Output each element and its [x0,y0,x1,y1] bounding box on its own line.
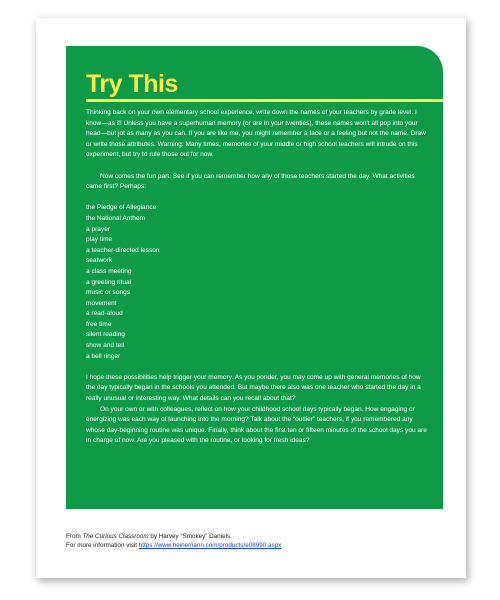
closing-paragraph: On your own or with colleagues, reflect on how your childhood school days typically began. How engaging or energizing was each way of launching into the morning? Talk about the “outlier” teachers, if you remembered any whose day-beginning routine was unique. Finally, think about the first ten or fifteen minutes of the school days you are in charge of now. Are you pleased with the routine, or looking for fresh ideas? [86,405,427,445]
list-item: a prayer [86,225,111,233]
more-info-line [66,541,446,550]
list-item: a class meeting [86,267,132,275]
list-item: a greeting ritual [86,278,132,286]
source-footer [66,532,446,550]
intro-paragraph: Thinking back on your own elementary school experience, write down the names of your teachers by grade level. I know—as if! Unless you have a superhuman memory (or are in your twenties), these names won't all pop into your head—but jot as many as you can. If you are like me, you might remember a face or a feeling but not the name. Draw or write those attributes. Warning: Many times, memories of your middle or high school teachers will intrude on this experiment, but try to rule those out for now. [86,109,426,159]
list-item: free time [86,320,112,328]
list-item: movement [86,299,117,307]
citation-line [66,532,446,541]
list-item: silent reading [86,331,125,339]
more-info-prefix: For more information visit [66,542,139,549]
panel-body [86,108,428,458]
list-item: the Pledge of Allegiance [86,204,157,212]
list-item: play time [86,236,113,244]
reflection-paragraph: I hope these possibilities help trigger your memory. As you ponder, you may come up with general memories of how the day typically began in the schools you attended. But maybe there also was one teacher who started the day in a really unusual or interesting way. What details can you recall about that? [86,373,421,403]
list-item: a teacher-directed lesson [86,246,160,254]
list-item: music or songs [86,289,131,297]
product-link[interactable]: https://www.heinemann.com/products/e08990.aspx [138,542,282,549]
book-title: The Curious Classroom [82,533,149,540]
from-prefix: From [66,533,83,540]
author-credit: by Harvey “Smokey” Daniels. [148,533,232,540]
list-item: seatwork [86,257,113,265]
list-item: a read-aloud [86,310,123,318]
prompt-paragraph: Now comes the fun part. See if you can remember how any of those teachers started the day. What activities came first? Perhaps: [86,172,415,191]
list-item: a bell ringer [86,352,121,360]
list-item: show and tell [86,342,125,350]
title-underline [86,99,443,102]
list-item: the National Anthem [86,214,145,222]
activity-list [86,203,428,362]
page-title: Try This [86,70,178,98]
